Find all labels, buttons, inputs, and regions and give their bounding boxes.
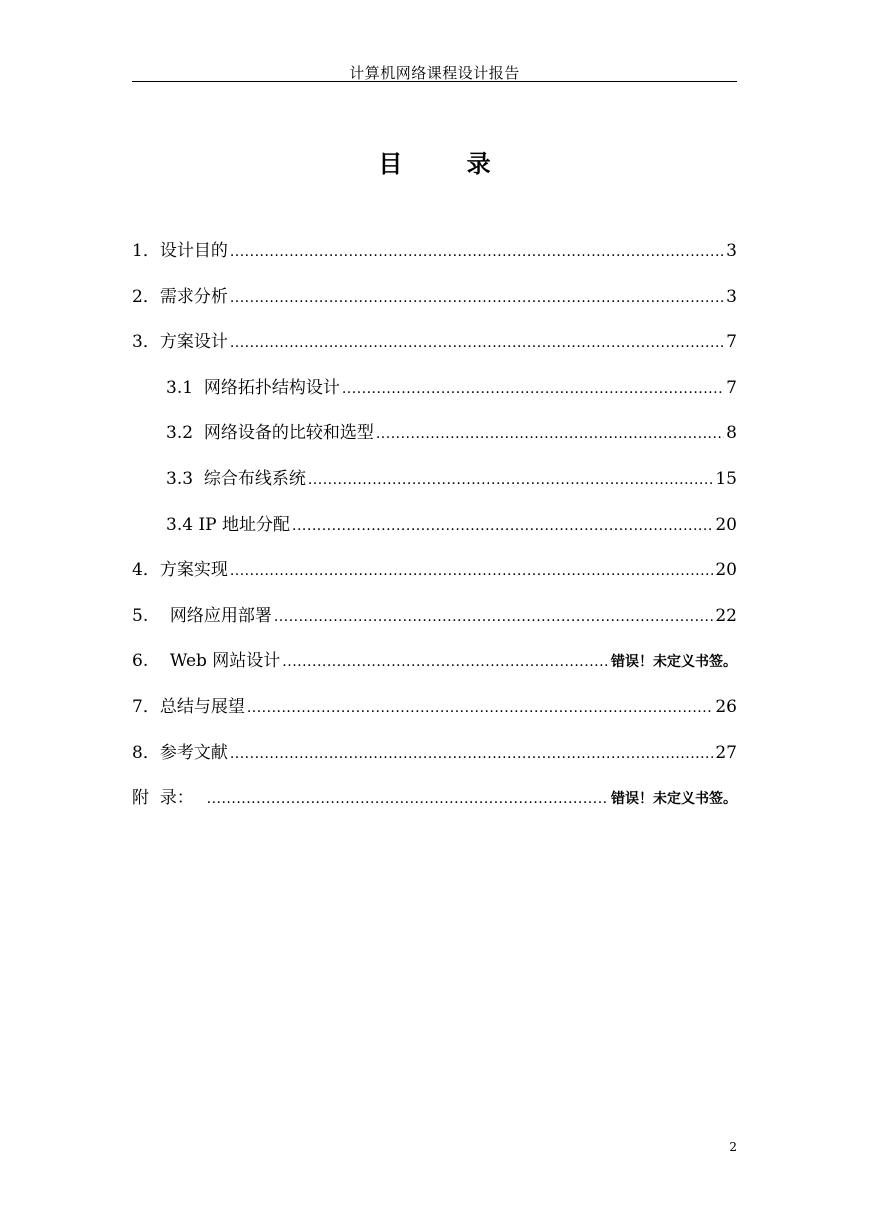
toc-entry-page: 7 [726,377,737,398]
toc-subentry[interactable] [132,464,737,510]
toc-entry-label: 方案设计 [159,332,228,353]
toc-entry-number: 8． [132,742,160,763]
toc-entry-number: 3.1 [166,377,194,398]
toc-entry-page: 22 [715,605,737,626]
toc-entry-label: 录： [159,788,194,809]
toc-entry-error: 错误！未定义书签。 [611,791,737,808]
toc-entry[interactable] [132,692,737,738]
toc-entry-label: 设计目的 [159,241,228,261]
toc-entry-page: 3 [726,286,737,307]
dot-leader [342,378,724,398]
toc-entry-page: 20 [715,514,737,535]
header-divider [132,81,737,82]
toc-entry-label: Web 网站设计 [169,651,281,672]
toc-title: 目 录 [378,149,519,178]
table-of-contents [132,236,737,829]
toc-entry-number: 2． [132,286,160,307]
toc-subentry[interactable] [132,373,737,419]
toc-entry-number: 5. [132,605,149,626]
toc-subentry[interactable] [132,510,737,556]
toc-entry-page: 7 [726,332,737,353]
toc-entry-number: 3． [132,332,160,353]
toc-entry-page: 27 [715,742,737,763]
toc-entry[interactable] [132,738,737,784]
toc-entry-number: 3.2 [166,423,194,444]
dot-leader [282,651,609,671]
dot-leader [230,560,714,580]
toc-entry-label: 综合布线系统 [203,468,306,489]
toc-entry-label: 参考文献 [159,742,228,763]
dot-leader [230,241,724,261]
toc-entry-label: 网络应用部署 [169,605,272,626]
dot-leader [308,469,714,489]
toc-entry-label: IP 地址分配 [198,514,291,535]
toc-entry-label: 需求分析 [159,286,228,307]
dot-leader [230,332,724,352]
toc-entry-page: 20 [715,560,737,581]
toc-entry-number: 3.4 [166,514,194,535]
toc-subentry[interactable] [132,418,737,464]
page-number: 2 [729,1140,737,1154]
dot-leader [207,788,609,808]
toc-entry[interactable] [132,236,737,282]
toc-entry[interactable] [132,555,737,601]
toc-entry[interactable] [132,646,737,692]
dot-leader [247,697,714,717]
toc-entry-number: 3.3 [166,468,194,489]
toc-entry-number: 4． [132,560,160,581]
toc-entry-label: 总结与展望 [159,696,245,717]
toc-entry-label: 网络设备的比较和选型 [203,423,374,444]
toc-entry[interactable] [132,601,737,647]
toc-entry-number: 1． [132,241,160,261]
toc-entry[interactable] [132,282,737,328]
toc-entry-label: 方案实现 [159,560,228,581]
toc-entry-number: 7． [132,696,160,717]
toc-entry-error: 错误！未定义书签。 [611,654,737,671]
dot-leader [230,287,724,307]
toc-entry-number: 附 [132,788,149,809]
toc-entry-number: 6. [132,651,149,672]
toc-entry-page: 26 [715,696,737,717]
running-header: 计算机网络课程设计报告 [349,64,520,82]
toc-entry-label: 网络拓扑结构设计 [203,377,340,398]
dot-leader [376,423,724,443]
toc-entry[interactable] [132,327,737,373]
dot-leader [274,606,714,626]
toc-entry-page: 8 [726,423,737,444]
toc-entry-page: 15 [715,468,737,489]
dot-leader [230,743,714,763]
toc-entry-page: 3 [726,241,737,261]
toc-entry[interactable] [132,783,737,829]
dot-leader [292,515,713,535]
